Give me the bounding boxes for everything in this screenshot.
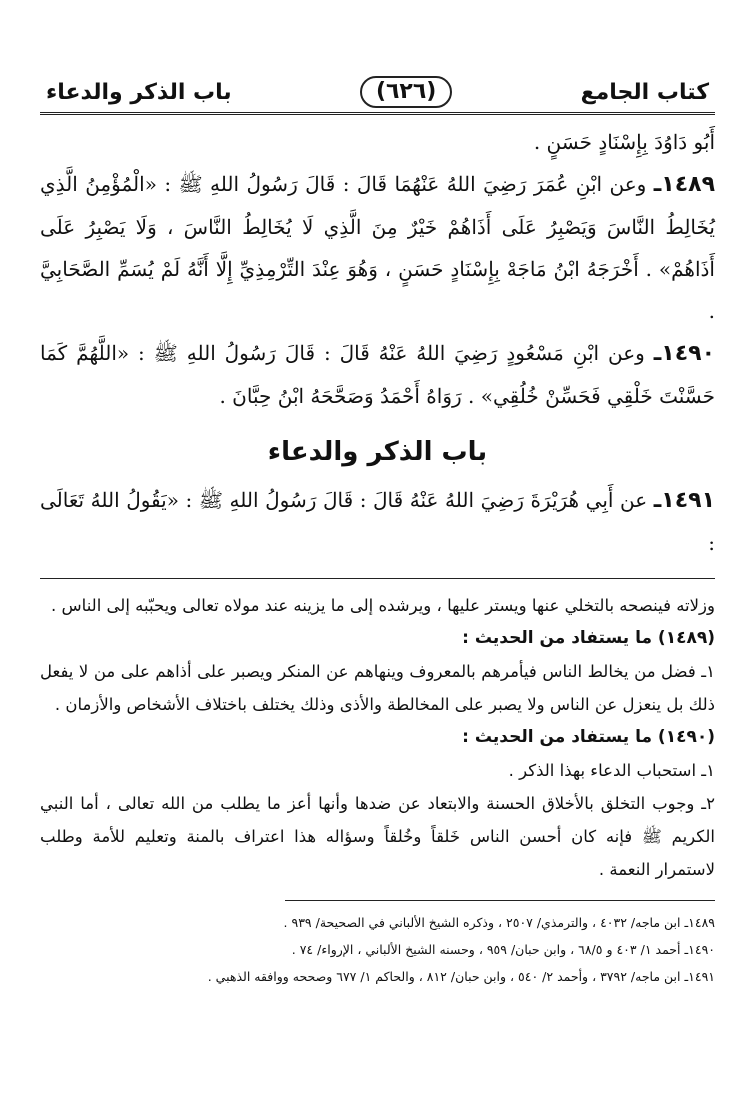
footnotes bbox=[40, 909, 715, 990]
footnote: ١٤٩١ـ ابن ماجه/ ٣٧٩٢ ، وأحمد ٢/ ٥٤٠ ، وابن حبان/ ٨١٢ ، والحاكم ١/ ٦٧٧ وصححه ووافقه الذهبي . bbox=[207, 969, 715, 984]
book-title: كتاب الجامع bbox=[580, 79, 709, 105]
hadith-number: ١٤٩٠ـ bbox=[653, 341, 716, 366]
chapter-title: باب الذكر والدعاء bbox=[46, 79, 232, 105]
commentary-continuation: وزلاته فينصحه بالتخلي عنها ويستر عليها ، ويرشده إلى ما يزينه عند مولاه تعالى ويحبّبه إلى الناس . bbox=[51, 596, 715, 615]
hadith-text: وعن ابْنِ مَسْعُودٍ رَضِيَ اللهُ عَنْهُ قَالَ : قَالَ رَسُولُ اللهِ ﷺ : «اللَّهُمَّ كَمَا حَسَّنْتَ خَلْقِي فَحَسِّنْ خُلُقِي» . رَوَاهُ أَحْمَدُ وَصَحَّحَهُ ابْنُ حِبَّانَ . bbox=[40, 341, 715, 408]
chapter-heading: باب الذكر والدعاء bbox=[267, 437, 488, 467]
footnote: ١٤٩٠ـ أحمد ١/ ٤٠٣ و ٦٨/٥ ، وابن حبان/ ٩٥٩ ، وحسنه الشيخ الألباني ، الإرواء/ ٧٤ . bbox=[291, 942, 715, 957]
hadith-number: ١٤٩١ـ bbox=[653, 488, 715, 513]
page-number: (٦٢٦) bbox=[360, 76, 452, 108]
hadith-1491 bbox=[40, 479, 715, 564]
benefit-point: ١ـ فضل من يخالط الناس فيأمرهم بالمعروف وينهاهم عن المنكر ويصبر على أذاهم على من لا يفعل ذلك بل ينعزل عن الناس ولا يصبر على المخالطة والأذى وذلك يختلف باختلاف الأشخاص والأزمان . bbox=[40, 662, 715, 714]
benefit-point: ١ـ استحباب الدعاء بهذا الذكر . bbox=[508, 761, 715, 780]
opening-line: أَبُو دَاوُدَ بِإِسْنَادٍ حَسَنٍ . bbox=[533, 130, 715, 154]
book-page bbox=[40, 72, 715, 990]
benefits-title: ما يستفاد من الحديث : bbox=[462, 727, 652, 747]
hadith-1490 bbox=[40, 332, 715, 417]
benefits-number: (١٤٩٠) bbox=[657, 727, 715, 747]
commentary bbox=[40, 589, 715, 886]
hadith-number: ١٤٨٩ـ bbox=[653, 172, 716, 197]
benefits-heading-1490 bbox=[40, 721, 715, 754]
benefits-heading-1489 bbox=[40, 622, 715, 655]
benefits-number: (١٤٨٩) bbox=[657, 628, 715, 648]
footnote: ١٤٨٩ـ ابن ماجه/ ٤٠٣٢ ، والترمذي/ ٢٥٠٧ ، وذكره الشيخ الألباني في الصحيحة/ ٩٣٩ . bbox=[283, 915, 715, 930]
hadith-text: عن أَبِي هُرَيْرَةَ رَضِيَ اللهُ عَنْهُ قَالَ : قَالَ رَسُولُ اللهِ ﷺ : «يَقُولُ اللهُ تَعَالَى : bbox=[40, 488, 715, 555]
footnote-divider bbox=[285, 900, 715, 901]
benefits-title: ما يستفاد من الحديث : bbox=[462, 628, 652, 648]
hadith-1489 bbox=[40, 163, 715, 332]
running-header bbox=[40, 72, 715, 115]
hadith-text: وعن ابْنِ عُمَرَ رَضِيَ اللهُ عَنْهُمَا قَالَ : قَالَ رَسُولُ اللهِ ﷺ : «الْمُؤْمِنُ الَّذِي يُخَالِطُ النَّاسَ وَيَصْبِرُ عَلَى أَذَاهُمْ خَيْرٌ مِنَ الَّذِي لَا يُخَالِطُ النَّاسَ ، وَلَا يَصْبِرُ عَلَى أَذَاهُمْ» . أَخْرَجَهُ ابْنُ مَاجَهْ بِإِسْنَادٍ حَسَنٍ ، وَهُوَ عِنْدَ التِّرْمِذِيِّ إِلَّا أَنَّهُ لَمْ يُسَمِّ الصَّحَابِيَّ . bbox=[40, 172, 715, 323]
benefit-point: ٢ـ وجوب التخلق بالأخلاق الحسنة والابتعاد عن ضدها وأنها أعز ما يطلب من الله تعالى ، أما النبي الكريم ﷺ فإنه كان أحسن الناس خَلقاً وخُلقاً وسؤاله هذا اعتراف بالمنة وتعليم للأمة وطلب لاستمرار النعمة . bbox=[40, 794, 715, 879]
section-divider bbox=[40, 578, 715, 579]
